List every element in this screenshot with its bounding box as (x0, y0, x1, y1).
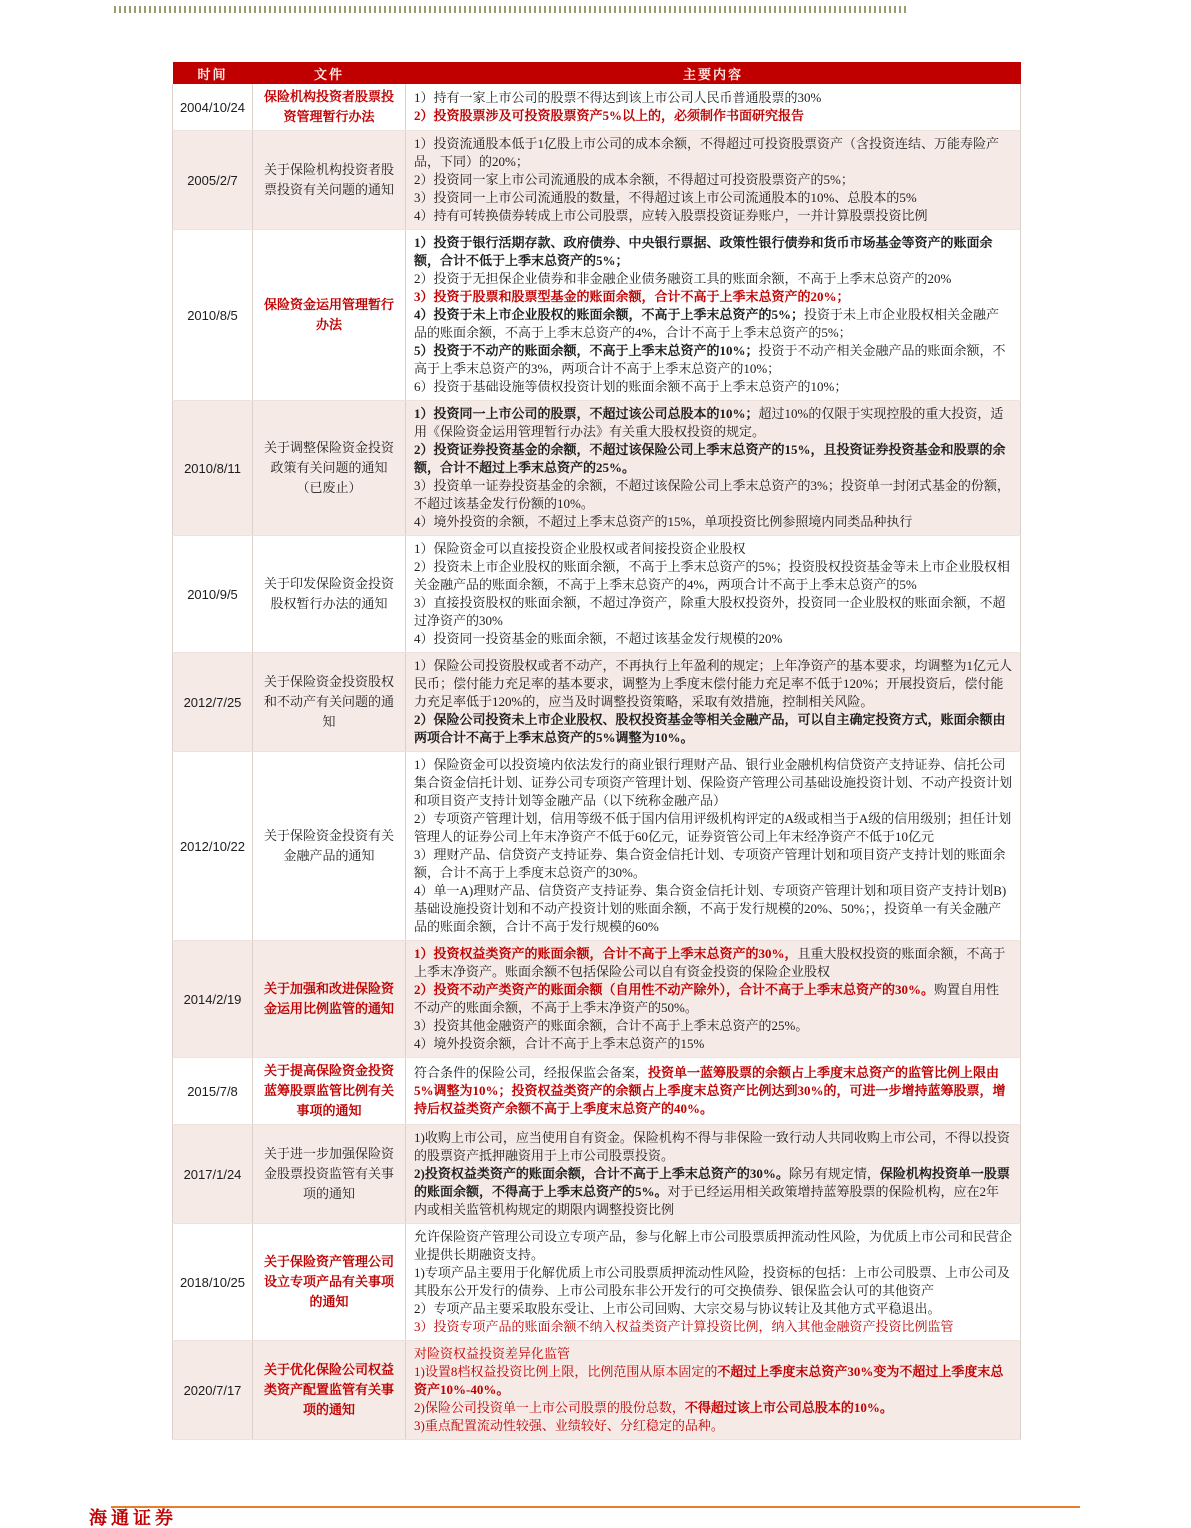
date-cell: 2004/10/24 (173, 84, 253, 131)
content-cell (406, 752, 1021, 941)
table-row (173, 1125, 1021, 1224)
content-cell (406, 84, 1021, 131)
table-row (173, 84, 1021, 131)
content-item: 3）直接投资股权的账面余额，不超过净资产，除重大股权投资外，投资同一企业股权的账面余额，不超过净资产的30% (414, 595, 1006, 628)
content-item: 2）投资证券投资基金的余额，不超过该保险公司上季末总资产的15%，且投资证券投资基金和股票的余额，合计不超过上季末总资产的25%。 (414, 442, 1006, 475)
table-row (173, 1224, 1021, 1341)
brand-logo-fragment: 海通证券 (89, 1508, 177, 1528)
content-item: 1）投资流通股本低于1亿股上市公司的成本余额，不得超过可投资股票资产（含投资连结、万能寿险产品，下同）的20%； (414, 136, 1000, 169)
content-item: 3）投资单一证券投资基金的余额，不超过该保险公司上季末总资产的3%；投资单一封闭式基金的份额，不超过该基金发行份额的10%。 (414, 478, 1010, 511)
content-item: 4）单一A)理财产品、信贷资产支持证券、集合资金信托计划、专项资产管理计划和项目资产支持计划B)基础设施投资计划和不动产投资计划的账面余额，不高于发行规模的20%、50%；，投资单一有关金融产品的账面余额，合计不高于发行规模的60% (414, 883, 1007, 934)
table-row (173, 401, 1021, 536)
content-item: 3）投资专项产品的账面余额不纳入权益类资产计算投资比例，纳入其他金融资产投资比例监管 (414, 1319, 954, 1334)
content-item: 4）持有可转换债券转成上市公司股票，应转入股票投资证券账户，一并计算股票投资比例 (414, 208, 928, 223)
date-cell: 2005/2/7 (173, 131, 253, 230)
document-title-cell: 保险机构投资者股票投资管理暂行办法 (253, 84, 406, 131)
date-cell: 2015/7/8 (173, 1058, 253, 1125)
content-cell (406, 131, 1021, 230)
document-title-cell: 关于进一步加强保险资金股票投资监管有关事项的通知 (253, 1125, 406, 1224)
footer-divider-line (111, 1506, 1080, 1508)
content-item: 2）保险公司投资未上市企业股权、股权投资基金等相关金融产品，可以自主确定投资方式，账面余额由两项合计不高于上季末总资产的5%调整为10%。 (414, 712, 1006, 745)
content-cell (406, 653, 1021, 752)
table-row (173, 1058, 1021, 1125)
content-cell (406, 1125, 1021, 1224)
document-title-cell: 关于优化保险公司权益类资产配置监管有关事项的通知 (253, 1341, 406, 1440)
content-item: 1）保险资金可以投资境内依法发行的商业银行理财产品、银行业金融机构信贷资产支持证券、信托公司集合资金信托计划、证券公司专项资产管理计划、保险资产管理公司基础设施投资计划、不动产投资计划和项目资产支持计划等金融产品（以下统称金融产品） (414, 757, 1013, 808)
content-item: 2）投资于无担保企业债券和非金融企业债务融资工具的账面余额，不高于上季末总资产的20% (414, 271, 952, 286)
content-item: 2)投资权益类资产的账面余额，合计不高于上季末总资产的30%。除另有规定情，保险机构投资单一股票的账面余额，不得高于上季末总资产的5%。对于已经运用相关政策增持蓝筹股票的保险机构，应在2年内或相关监管机构规定的期限内调整投资比例 (414, 1166, 1010, 1217)
table-row (173, 653, 1021, 752)
content-item: 2）投资不动产类资产的账面余额（自用性不动产除外），合计不高于上季末总资产的30%。购置自用性不动产的账面余额，不高于上季末净资产的50%。 (414, 982, 1000, 1015)
top-dotted-ruler (114, 6, 908, 13)
content-cell (406, 941, 1021, 1058)
header-main-content: 主要内容 (406, 62, 1021, 84)
content-cell (406, 1224, 1021, 1341)
date-cell: 2014/2/19 (173, 941, 253, 1058)
content-item: 4）境外投资的余额，不超过上季末总资产的15%，单项投资比例参照境内同类品种执行 (414, 514, 913, 529)
table-header (173, 62, 1021, 84)
content-item: 1）持有一家上市公司的股票不得达到该上市公司人民币普通股票的30% (414, 90, 822, 105)
policy-table-wrap (172, 62, 1020, 1440)
table-row (173, 131, 1021, 230)
content-item: 1)收购上市公司，应当使用自有资金。保险机构不得与非保险一致行动人共同收购上市公司，不得以投资的股票资产抵押融资用于上市公司股票投资。 (414, 1130, 1010, 1163)
document-title-cell: 关于保险资产管理公司设立专项产品有关事项的通知 (253, 1224, 406, 1341)
content-item: 2）投资同一家上市公司流通股的成本余额，不得超过可投资股票资产的5%； (414, 172, 854, 187)
document-title-cell: 保险资金运用管理暂行办法 (253, 230, 406, 401)
content-item: 允许保险资产管理公司设立专项产品，参与化解上市公司股票质押流动性风险，为优质上市公司和民营企业提供长期融资支持。 (414, 1229, 1013, 1262)
table-row (173, 230, 1021, 401)
content-item: 4）投资于未上市企业股权的账面余额，不高于上季末总资产的5%；投资于未上市企业股权相关金融产品的账面余额，不高于上季末总资产的4%，合计不高于上季末总资产的5%； (414, 307, 1000, 340)
date-cell: 2017/1/24 (173, 1125, 253, 1224)
date-cell: 2010/9/5 (173, 536, 253, 653)
date-cell: 2012/7/25 (173, 653, 253, 752)
content-item: 1)专项产品主要用于化解优质上市公司股票质押流动性风险，投资标的包括：上市公司股票、上市公司及其股东公开发行的债券、上市公司股东非公开发行的可交换债券、银保监会认可的其他资产 (414, 1265, 1010, 1298)
content-item: 4）投资同一投资基金的账面余额，不超过该基金发行规模的20% (414, 631, 783, 646)
header-document: 文件 (253, 62, 406, 84)
content-item: 5）投资于不动产的账面余额，不高于上季末总资产的10%；投资于不动产相关金融产品的账面余额，不高于上季末总资产的3%，两项合计不高于上季末总资产的10%； (414, 343, 1006, 376)
content-cell (406, 401, 1021, 536)
table-row (173, 752, 1021, 941)
date-cell: 2012/10/22 (173, 752, 253, 941)
content-item: 对险资权益投资差异化监管 (414, 1346, 571, 1361)
content-cell (406, 1341, 1021, 1440)
content-item: 2）专项资产管理计划，信用等级不低于国内信用评级机构评定的A级或相当于A级的信用级别；担任计划管理人的证券公司上年末净资产不低于60亿元，证券资管公司上年末经净资产不低于10亿元 (414, 811, 1012, 844)
content-cell (406, 1058, 1021, 1125)
content-item: 6）投资于基础设施等债权投资计划的账面余额不高于上季末总资产的10%； (414, 379, 848, 394)
content-item: 3）投资同一上市公司流通股的数量，不得超过该上市公司流通股本的10%、总股本的5% (414, 190, 917, 205)
content-item: 4）境外投资余额，合计不高于上季末总资产的15% (414, 1036, 705, 1051)
content-item: 1)设置8档权益投资比例上限，比例范围从原本固定的不超过上季度末总资产30%变为不超过上季度末总资产10%-40%。 (414, 1364, 1004, 1397)
date-cell: 2010/8/11 (173, 401, 253, 536)
policy-table (172, 62, 1021, 1440)
content-item: 3）投资其他金融资产的账面余额，合计不高于上季末总资产的25%。 (414, 1018, 809, 1033)
date-cell: 2010/8/5 (173, 230, 253, 401)
header-row (173, 62, 1021, 84)
content-item: 2)保险公司投资单一上市公司股票的股份总数，不得超过该上市公司总股本的10%。 (414, 1400, 893, 1415)
table-row (173, 941, 1021, 1058)
content-item: 2）专项产品主要采取股东受让、上市公司回购、大宗交易与协议转让及其他方式平稳退出。 (414, 1301, 941, 1316)
document-title-cell: 关于保险机构投资者股票投资有关问题的通知 (253, 131, 406, 230)
content-item: 1）投资权益类资产的账面余额，合计不高于上季末总资产的30%，且重大股权投资的账面余额，不高于上季末净资产。账面余额不包括保险公司以自有资金投资的保险企业股权 (414, 946, 1006, 979)
date-cell: 2020/7/17 (173, 1341, 253, 1440)
content-item: 3)重点配置流动性较强、业绩较好、分红稳定的品种。 (414, 1418, 724, 1433)
document-title-cell: 关于保险资金投资股权和不动产有关问题的通知 (253, 653, 406, 752)
date-cell: 2018/10/25 (173, 1224, 253, 1341)
content-item: 2）投资未上市企业股权的账面余额，不高于上季末总资产的5%；投资股权投资基金等未上市企业股权相关金融产品的账面余额，不高于上季末总资产的4%，两项合计不高于上季末总资产的5% (414, 559, 1010, 592)
content-item: 2）投资股票涉及可投资股票资产5%以上的，必须制作书面研究报告 (414, 108, 805, 123)
table-row (173, 536, 1021, 653)
content-item: 1）保险公司投资股权或者不动产，不再执行上年盈利的规定；上年净资产的基本要求，均调整为1亿元人民币；偿付能力充足率的基本要求，调整为上季度末偿付能力充足率不低于120%；开展投资后，偿付能力充足率低于120%的，应当及时调整投资策略，采取有效措施，控制相关风险。 (414, 658, 1013, 709)
document-title-cell: 关于印发保险资金投资股权暂行办法的通知 (253, 536, 406, 653)
content-cell (406, 536, 1021, 653)
content-item: 1）投资同一上市公司的股票，不超过该公司总股本的10%；超过10%的仅限于实现控股的重大投资，适用《保险资金运用管理暂行办法》有关重大股权投资的规定。 (414, 406, 1004, 439)
document-title-cell: 关于加强和改进保险资金运用比例监管的通知 (253, 941, 406, 1058)
document-title-cell: 关于调整保险资金投资政策有关问题的通知（已废止） (253, 401, 406, 536)
header-time: 时间 (173, 62, 253, 84)
content-item: 3）理财产品、信贷资产支持证券、集合资金信托计划、专项资产管理计划和项目资产支持计划的账面余额，合计不高于上季度末总资产的30%。 (414, 847, 1006, 880)
content-item: 符合条件的保险公司，经报保监会备案，投资单一蓝筹股票的余额占上季度末总资产的监管比例上限由5%调整为10%；投资权益类资产的余额占上季度末总资产比例达到30%的，可进一步增持蓝筹股票，增持后权益类资产余额不高于上季度末总资产的40%。 (414, 1065, 1006, 1116)
content-item: 3）投资于股票和股票型基金的账面余额，合计不高于上季末总资产的20%； (414, 289, 850, 304)
content-item: 1）保险资金可以直接投资企业股权或者间接投资企业股权 (414, 541, 746, 556)
table-row (173, 1341, 1021, 1440)
content-item: 1）投资于银行活期存款、政府债券、中央银行票据、政策性银行债券和货币市场基金等资产的账面余额，合计不低于上季末总资产的5%； (414, 235, 993, 268)
content-cell (406, 230, 1021, 401)
document-title-cell: 关于保险资金投资有关金融产品的通知 (253, 752, 406, 941)
policy-table-body (173, 84, 1021, 1440)
document-title-cell: 关于提高保险资金投资蓝筹股票监管比例有关事项的通知 (253, 1058, 406, 1125)
